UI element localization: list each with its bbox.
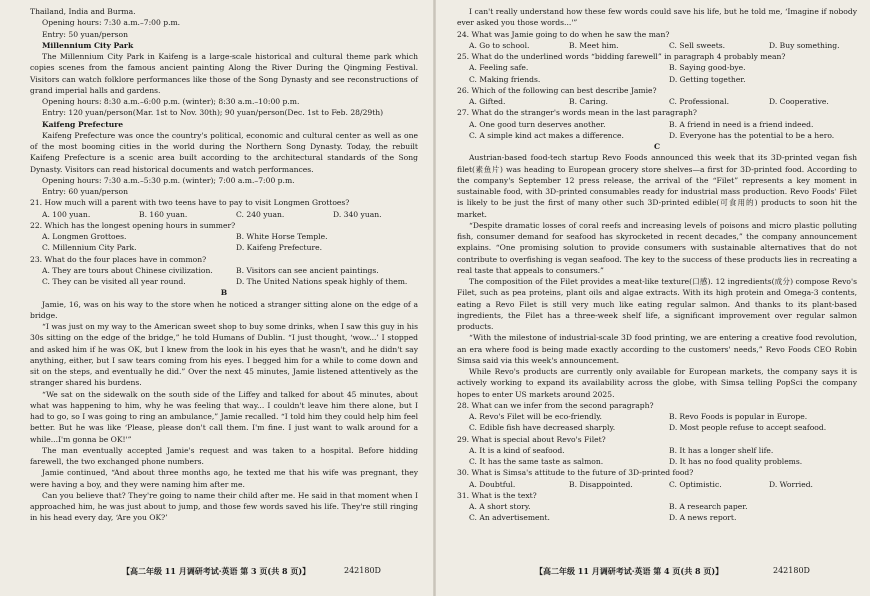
page-4 [435, 0, 870, 596]
option: D. A news report. [669, 513, 737, 523]
footer-title: 【高二年级 11 月调研考试·英语 第 3 页(共 8 页)】 [122, 566, 311, 576]
option: D. Kaifeng Prefecture. [236, 243, 323, 253]
option: C. Making friends. [469, 74, 541, 84]
option: B. Disappointed. [569, 479, 633, 489]
question-30: 30. What is Simsa's attitude to the future of 3D-printed food? [457, 468, 694, 478]
footer-code: 242180D [773, 566, 810, 575]
page-4-footer [535, 566, 810, 577]
page-3-footer [122, 566, 381, 577]
passage-b-paragraph: “I was just on my way to the American sweet shop to buy some drinks, when I saw this guy in his 30s sitting on the edge of the bridge,” he told Humans of Dublin. “I just thought, ‘wow...’ I stopped and asked him if he was OK, but I knew from the look in his eyes that he wasn't, and he didn't say anything, either, but I saw tears coming from his eyes. I begged him for a while to come down and sit on the steps, and eventually he did.” Over the next 45 minutes, Jamie listened attentively as the stranger shared his burdens. [30, 322, 418, 388]
question-21: 21. How much will a parent with two teens have to pay to visit Longmen Grottoes? [30, 198, 350, 208]
option: D. Buy something. [769, 40, 840, 50]
entry-line: Entry: 60 yuan/person [42, 187, 128, 196]
option: A. One good turn deserves another. [469, 119, 606, 129]
question-29: 29. What is special about Revo's Filet? [457, 434, 606, 444]
option: D. Getting together. [669, 74, 746, 84]
question-26: 26. Which of the following can best describe Jamie? [457, 85, 657, 95]
option: D. It has no food quality problems. [669, 457, 803, 466]
passage-b-paragraph: Jamie continued, “And about three months ago, he texted me that his wife was pregnant, they were having a boy, and they were naming him after me. [30, 468, 418, 489]
question-27: 27. What do the stranger's words mean in the last paragraph? [457, 108, 697, 118]
passage-c-paragraph: Austrian-based food-tech startup Revo Foods announced this week that its 3D-printed vegan fish filet(素鱼片) was heading to European grocery store shelves—a first for 3D-printed food. According to the company's September 12 press release, the arrival of the “Filet” represents a key moment in sustainable food, with 3D-printed consumables ready for industrial mass production. Revo Foods' Filet is likely to be just the first of many other such 3D-printed edible(可食用的) products to soon hit the market. [457, 153, 857, 219]
option: B. A friend in need is a friend indeed. [669, 119, 814, 129]
millennium-park-paragraph: The Millennium City Park in Kaifeng is a large-scale historical and cultural theme park which copies scenes from the famous ancient painting Along the River During the Qingming Festival. Visitors can watch folklore performances like those of the Song Dynasty and see reconstructions of grand imperial halls and gardens. [30, 52, 418, 95]
question-22-options [30, 231, 418, 254]
option: D. Most people refuse to accept seafood. [669, 423, 827, 433]
question-28-options [457, 411, 857, 434]
question-24: 24. What was Jamie going to do when he saw the man? [457, 29, 670, 39]
option: B. 160 yuan. [139, 209, 188, 219]
option: C. Professional. [669, 97, 730, 106]
option: C. 240 yuan. [236, 209, 285, 219]
option: A. They are tours about Chinese civilization. [42, 265, 213, 275]
passage-b-paragraph: Can you believe that? They're going to name their child after me. He said in that moment when I approached him, he was just about to jump, and those few words saved his life. They're still ringing in his head every day, ‘Are you OK?’ [30, 490, 418, 523]
passage-b-paragraph: Jamie, 16, was on his way to the store when he noticed a stranger sitting alone on the edge of a bridge. [30, 299, 418, 320]
hours-line: Opening hours: 7:30 a.m.–5:30 p.m. (winter); 7:00 a.m.–7:00 p.m. [42, 175, 295, 185]
subheading-kaifeng-prefecture: Kaifeng Prefecture [42, 119, 124, 129]
entry-line: Entry: 120 yuan/person(Mar. 1st to Nov. 30th); 90 yuan/person(Dec. 1st to Feb. 28/29th) [42, 108, 384, 118]
option: B. Meet him. [569, 40, 619, 50]
option: B. Revo Foods is popular in Europe. [669, 412, 808, 421]
option: C. Millennium City Park. [42, 243, 137, 253]
footer-title: 【高二年级 11 月调研考试·英语 第 4 页(共 8 页)】 [535, 566, 724, 576]
passage-c-paragraph: While Revo's products are currently only available for European markets, the company says it is actively working to expand its availability across the globe, with Simsa telling PopSci the company hopes to enter US markets around 2025. [457, 367, 857, 399]
option: D. The United Nations speak highly of them. [236, 277, 408, 286]
question-29-options [457, 445, 857, 468]
question-31: 31. What is the text? [457, 490, 537, 500]
option: C. They can be visited all year round. [42, 277, 186, 286]
passage-c-paragraph: “Despite dramatic losses of coral reefs and increasing levels of poisons and micro plastic polluting fish, consumer demand for seafood has skyrocketed in recent decades,” the company announcement explains. “One promising solution to provide consumers with sustainable alternatives that do not contribute to overfishing is vegan seafood. The key to the success of these products lies in recreating a real taste that appeals to consumers.” [457, 220, 857, 275]
section-b-heading: B [220, 288, 228, 298]
option: D. Cooperative. [769, 97, 829, 106]
passage-a-tail: Thailand, India and Burma. [30, 7, 136, 16]
option: A. It is a kind of seafood. [469, 445, 565, 455]
option: A. Go to school. [469, 40, 530, 50]
kaifeng-prefecture-paragraph: Kaifeng Prefecture was once the country's political, economic and cultural center as well as one of the most booming cities in the world during the Northern Song Dynasty. Today, the rebuilt Kaifeng Prefecture is a scenic area built according to the architectural standards of the Song Dynasty. Visitors can read historical documents and watch performances. [30, 130, 418, 174]
option: A. Feeling safe. [469, 63, 529, 73]
option: C. A simple kind act makes a difference. [469, 130, 624, 140]
question-24-options [457, 40, 857, 51]
question-30-options [457, 479, 857, 490]
option: A. A short story. [469, 502, 531, 511]
hours-line: Opening hours: 7:30 a.m.–7:00 p.m. [42, 18, 181, 28]
option: B. Caring. [569, 97, 608, 106]
question-23-options [30, 265, 418, 288]
footer-code: 242180D [344, 566, 381, 575]
option: A. Doubtful. [469, 479, 516, 489]
option: D. 340 yuan. [333, 209, 382, 219]
passage-b-paragraph: The man eventually accepted Jamie's request and was taken to a hospital. Before hidding farewell, the two exchanged phone numbers. [30, 445, 418, 466]
option: B. Saying good-bye. [669, 63, 746, 73]
question-25: 25. What do the underlined words “bidding farewell” in paragraph 4 probably mean? [457, 52, 786, 61]
question-26-options [457, 96, 857, 107]
option: A. Longmen Grottoes. [42, 232, 127, 241]
page-4-column [457, 6, 857, 524]
passage-c-paragraph: “With the milestone of industrial-scale 3D food printing, we are entering a creative food revolution, an era where food is being made exactly according to the customers' needs,” Revo Foods CEO Robin Simsa said via this week's announcement. [457, 333, 857, 365]
question-27-options [457, 119, 857, 142]
question-23: 23. What do the four places have in common? [30, 254, 207, 264]
option: A. 100 yuan. [42, 209, 91, 219]
section-c-heading: C [653, 142, 661, 151]
option: C. Optimistic. [669, 479, 722, 489]
option: C. An advertisement. [469, 513, 550, 523]
option: C. Sell sweets. [669, 40, 726, 50]
option: A. Revo's Filet will be eco-friendly. [469, 412, 602, 421]
passage-c-paragraph: The composition of the Filet provides a meat-like texture(口感). 12 ingredients(成分) compose Revo's Filet, such as pea proteins, plant oils and algae extracts. With its high protein and Omega-3 contents, eating a Revo Filet is still very much like eating regular salmon. And thanks to its plant-based ingredients, the Filet has a three-week shelf life, a significant improvement over regular salmon products. [457, 277, 857, 331]
question-28: 28. What can we infer from the second paragraph? [457, 400, 654, 410]
passage-b-ending: I can't really understand how these few words could save his life, but he told me, ‘Imagine if nobody ever asked you those words...'” [457, 7, 857, 28]
hours-line: Opening hours: 8:30 a.m.–6:00 p.m. (winter); 8:30 a.m.–10:00 p.m. [42, 97, 300, 106]
question-31-options [457, 501, 857, 524]
option: A. Gifted. [469, 97, 506, 106]
question-25-options [457, 62, 857, 85]
option: B. White Horse Temple. [236, 232, 328, 241]
option: D. Everyone has the potential to be a hero. [669, 130, 835, 140]
option: D. Worried. [769, 479, 813, 489]
question-22: 22. Which has the longest opening hours in summer? [30, 220, 236, 230]
option: C. Edible fish have decreased sharply. [469, 423, 616, 433]
option: C. It has the same taste as salmon. [469, 457, 604, 466]
page-3-column [30, 6, 418, 524]
question-21-options [30, 209, 418, 220]
option: B. Visitors can see ancient paintings. [236, 265, 379, 275]
passage-b-paragraph: “We sat on the sidewalk on the south side of the Liffey and talked for about 45 minutes, about what was happening to him, why he was feeling that way... I couldn't leave him there alone, but I had to go, so I was going to ring an ambulance,” Jamie recalled. “I told him they could help him feel better. But he was like ‘Please, please don't call them. I'm fine. I just want to walk around for a while...I'm gonna be OK!'” [30, 389, 418, 444]
entry-line: Entry: 50 yuan/person [42, 29, 128, 39]
option: B. It has a longer shelf life. [669, 445, 774, 455]
subheading-millennium-park: Millennium City Park [42, 40, 134, 50]
option: B. A research paper. [669, 502, 748, 511]
